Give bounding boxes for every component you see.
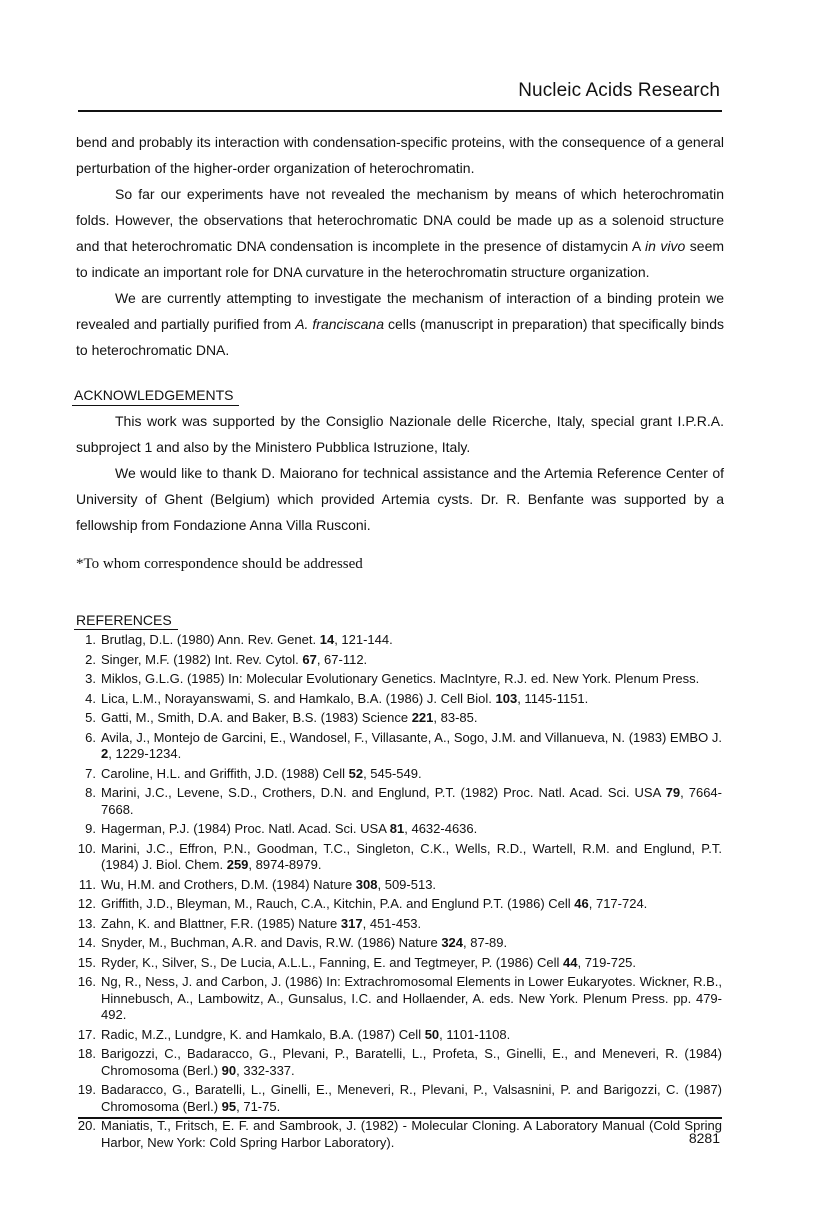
body-paragraph-3 xyxy=(76,285,724,363)
reference-item xyxy=(76,766,722,783)
reference-citation: Griffith, J.D., Bleyman, M., Rauch, C.A., Kitchin, P.A. and Englund P.T. (1986) Cell xyxy=(101,896,575,911)
reference-item xyxy=(76,710,722,727)
reference-number: 2. xyxy=(85,651,96,667)
reference-text xyxy=(101,785,722,818)
reference-volume: 221 xyxy=(411,710,434,725)
reference-pages: , 1101-1108. xyxy=(439,1026,511,1042)
reference-number: 17. xyxy=(77,1026,96,1042)
reference-number: 19. xyxy=(77,1082,96,1097)
reference-citation: Barigozzi, C., Badaracco, G., Plevani, P., Baratelli, L., Profeta, S., Ginelli, E., and Meneveri, R. (1984) Chromosoma (Berl.) xyxy=(101,1046,722,1078)
reference-citation: Zahn, K. and Blattner, F.R. (1985) Nature xyxy=(101,915,341,931)
reference-text xyxy=(101,1118,722,1151)
reference-item xyxy=(76,785,722,818)
reference-item xyxy=(76,730,722,763)
reference-number: 3. xyxy=(85,671,96,686)
reference-item xyxy=(76,1118,722,1151)
reference-volume: 52 xyxy=(348,765,364,781)
correspondence-footnote: *To whom correspondence should be addressed xyxy=(76,556,363,572)
reference-citation: Marini, J.C., Effron, P.N., Goodman, T.C., Singleton, C.K., Wells, R.D., Wartell, R.M. and Englund, P.T. (1984) J. Biol. Chem. xyxy=(101,840,722,872)
body-paragraph-3-italic: A. franciscana xyxy=(295,316,385,332)
reference-volume: 14 xyxy=(319,632,335,647)
reference-text xyxy=(101,916,722,933)
reference-item xyxy=(76,955,722,972)
reference-volume: 324 xyxy=(441,935,464,950)
body-paragraph-2-text-b: seem to indicate an important role for DNA curvature in the heterochromatin structure organization. xyxy=(76,238,725,280)
reference-text xyxy=(101,766,722,783)
footer-rule xyxy=(78,1117,722,1119)
reference-volume: 2 xyxy=(101,746,109,761)
body-paragraph-1 xyxy=(76,129,724,181)
reference-citation: Gatti, M., Smith, D.A. and Baker, B.S. (1983) Science xyxy=(101,710,412,725)
reference-pages: , 717-724. xyxy=(588,896,648,911)
reference-pages: , 719-725. xyxy=(577,954,637,970)
reference-citation: Hagerman, P.J. (1984) Proc. Natl. Acad. Sci. USA xyxy=(101,821,390,836)
reference-pages: , 8974-8979. xyxy=(248,857,322,872)
reference-volume: 81 xyxy=(389,821,405,836)
reference-pages: , 4632-4636. xyxy=(404,821,478,836)
reference-item xyxy=(76,1027,722,1044)
reference-text xyxy=(101,1027,722,1044)
journal-title: Nucleic Acids Research xyxy=(518,80,720,101)
reference-item xyxy=(76,1046,722,1079)
reference-text xyxy=(101,691,722,708)
reference-citation: Avila, J., Montejo de Garcini, E., Wandosel, F., Villasante, A., Sogo, J.M. and Villanueva, N. (1983) EMBO J. xyxy=(101,729,722,745)
reference-item xyxy=(76,632,722,649)
reference-text xyxy=(101,710,722,727)
reference-citation: Caroline, H.L. and Griffith, J.D. (1988) Cell xyxy=(101,765,349,781)
reference-number: 13. xyxy=(77,915,96,931)
reference-pages: , 545-549. xyxy=(363,765,422,781)
body-paragraph-2-italic: in vivo xyxy=(644,238,686,254)
reference-citation: Brutlag, D.L. (1980) Ann. Rev. Genet. xyxy=(101,632,320,647)
reference-pages: , 451-453. xyxy=(362,915,422,931)
reference-citation: Ng, R., Ness, J. and Carbon, J. (1986) In: Extrachromosomal Elements in Lower Eukaryotes. Wickner, R.B., Hinnebusch, A., Lambowitz, A., Gunsalus, I.C. and Hollaender, A. eds. New York. Plenum Press. pp. 479-492. xyxy=(101,974,722,1022)
reference-item xyxy=(76,652,722,669)
reference-pages: , 1229-1234. xyxy=(108,746,182,761)
reference-volume: 46 xyxy=(574,896,589,911)
reference-text xyxy=(101,632,722,649)
reference-number: 15. xyxy=(77,954,96,970)
reference-volume: 67 xyxy=(302,651,317,667)
reference-pages: , 7664-7668. xyxy=(101,785,722,817)
reference-number: 14. xyxy=(77,935,96,950)
reference-pages: , 509-513. xyxy=(377,876,437,892)
header-rule xyxy=(78,110,722,112)
reference-text xyxy=(101,652,722,669)
reference-citation: Lica, L.M., Norayanswami, S. and Hamkalo, B.A. (1986) J. Cell Biol. xyxy=(101,690,496,706)
reference-text xyxy=(101,896,722,913)
reference-text xyxy=(101,1046,722,1079)
body-paragraph-3-text-b: cells (manuscript in preparation) that specifically binds to heterochromatic DNA. xyxy=(76,316,724,358)
reference-volume: 44 xyxy=(563,954,578,970)
reference-volume: 259 xyxy=(226,857,249,872)
reference-citation: Badaracco, G., Baratelli, L., Ginelli, E., Meneveri, R., Plevani, P., Valsasnini, P. and Barigozzi, C. (1987) Chromosoma (Berl.) xyxy=(101,1082,722,1114)
reference-citation: Singer, M.F. (1982) Int. Rev. Cytol. xyxy=(101,651,303,667)
reference-item xyxy=(76,974,722,1024)
reference-volume: 79 xyxy=(665,785,681,800)
reference-volume: 95 xyxy=(221,1098,237,1114)
acknowledgements-paragraph-2: We would like to thank D. Maiorano for technical assistance and the Artemia Reference Center of University of Ghent (Belgium) which provided Artemia cysts. Dr. R. Benfante was supported by a fellowship from Fondazione Anna Villa Rusconi. xyxy=(76,465,724,533)
reference-citation: Maniatis, T., Fritsch, E. F. and Sambrook, J. (1982) - Molecular Cloning. A Laboratory Manual (Cold Spring Harbor, New York: Cold Spring Harbor Laboratory). xyxy=(101,1118,722,1150)
reference-number: 10. xyxy=(77,840,96,856)
acknowledgements-heading: ACKNOWLEDGEMENTS xyxy=(72,385,239,406)
reference-number: 12. xyxy=(77,896,96,911)
reference-text xyxy=(101,974,722,1024)
reference-citation: Marini, J.C., Levene, S.D., Crothers, D.N. and Englund, P.T. (1982) Proc. Natl. Acad. Sci. USA xyxy=(101,785,666,800)
body-paragraph-1-text: bend and probably its interaction with condensation-specific proteins, with the consequence of a general perturbation of the higher-order organization of heterochromatin. xyxy=(76,134,724,176)
reference-item xyxy=(76,671,722,688)
reference-number: 4. xyxy=(85,690,96,706)
reference-text xyxy=(101,935,722,952)
reference-number: 9. xyxy=(85,821,96,836)
reference-pages: , 83-85. xyxy=(433,710,478,725)
reference-item xyxy=(76,1082,722,1115)
main-text xyxy=(76,129,724,538)
reference-number: 18. xyxy=(77,1046,96,1061)
reference-pages: , 121-144. xyxy=(334,632,393,647)
references-heading: REFERENCES xyxy=(74,611,178,630)
reference-item xyxy=(76,916,722,933)
reference-number: 11. xyxy=(78,876,96,892)
reference-pages: , 67-112. xyxy=(316,651,368,667)
reference-text xyxy=(101,730,722,763)
reference-volume: 317 xyxy=(340,915,363,931)
reference-text xyxy=(101,821,722,838)
reference-number: 8. xyxy=(85,785,96,800)
reference-citation: Miklos, G.L.G. (1985) In: Molecular Evolutionary Genetics. MacIntyre, R.J. ed. New York. Plenum Press. xyxy=(101,671,700,686)
reference-number: 16. xyxy=(77,974,96,989)
reference-volume: 103 xyxy=(495,690,518,706)
body-paragraph-2-text-a: So far our experiments have not revealed the mechanism by means of which heterochromatin folds. However, the observations that heterochromatic DNA could be made up as a solenoid structure and that heterochromatic DNA condensation is incomplete in the presence of distamycin A xyxy=(76,186,724,254)
reference-pages: , 71-75. xyxy=(236,1098,281,1114)
page-number: 8281 xyxy=(688,1130,720,1146)
reference-item xyxy=(76,935,722,952)
reference-text xyxy=(101,955,722,972)
reference-pages: , 1145-1151. xyxy=(517,690,589,706)
reference-volume: 308 xyxy=(355,876,378,892)
reference-pages: , 332-337. xyxy=(236,1062,295,1078)
reference-volume: 90 xyxy=(221,1062,237,1078)
reference-number: 6. xyxy=(85,729,96,745)
body-paragraph-3-text-a: We are currently attempting to investigate the mechanism of interaction of a binding protein we revealed and partially purified from xyxy=(76,290,724,332)
reference-text xyxy=(101,841,722,874)
reference-text xyxy=(101,1082,722,1115)
reference-pages: , 87-89. xyxy=(463,935,508,950)
reference-citation: Snyder, M., Buchman, A.R. and Davis, R.W. (1986) Nature xyxy=(101,935,442,950)
reference-item xyxy=(76,821,722,838)
acknowledgements-paragraph-1: This work was supported by the Consiglio Nazionale delle Ricerche, Italy, special grant I.P.R.A. subproject 1 and also by the Ministero Pubblica Istruzione, Italy. xyxy=(76,413,724,455)
reference-text xyxy=(101,877,722,894)
reference-item xyxy=(76,877,722,894)
reference-citation: Wu, H.M. and Crothers, D.M. (1984) Nature xyxy=(101,876,356,892)
reference-number: 5. xyxy=(85,710,96,725)
reference-number: 1. xyxy=(85,632,96,647)
references-list xyxy=(76,632,722,1154)
reference-number: 7. xyxy=(85,765,96,781)
reference-citation: Radic, M.Z., Lundgre, K. and Hamkalo, B.A. (1987) Cell xyxy=(101,1026,425,1042)
reference-item xyxy=(76,841,722,874)
reference-text xyxy=(101,671,722,688)
reference-citation: Ryder, K., Silver, S., De Lucia, A.L.L., Fanning, E. and Tegtmeyer, P. (1986) Cell xyxy=(101,954,563,970)
body-paragraph-2 xyxy=(76,181,724,285)
reference-item xyxy=(76,691,722,708)
reference-volume: 50 xyxy=(424,1026,440,1042)
reference-number: 20. xyxy=(77,1118,96,1133)
reference-item xyxy=(76,896,722,913)
